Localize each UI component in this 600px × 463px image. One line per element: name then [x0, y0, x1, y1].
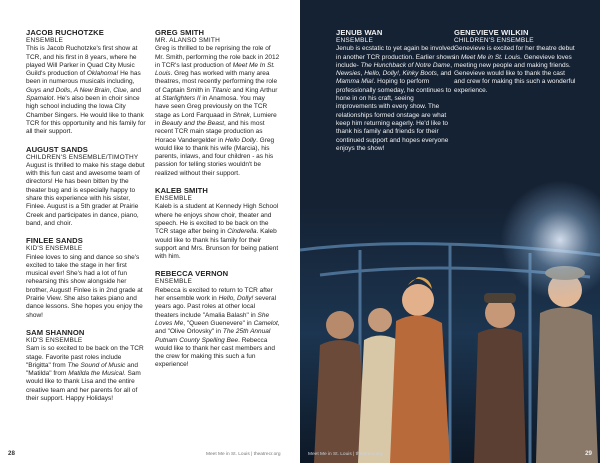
bio-text: Rebecca is excited to return to TCR after her ensemble work in Hello, Dolly! several years ago. Past roles at other local theaters include "Amalia Balash" in She Loves Me, "Queen Guenevere" in Camelot, and "Olive Orlovsky" in The 25th Annual Putnam County Spelling Bee. Rebecca would like to thank her cast members and the crew for making this such a fun experience!	[155, 286, 280, 369]
bio-text: Jenub is ecstatic to yet again be involved in another TCR production. Earlier shows include- The Hunchback of Notre Dame, Newsies, Hello, Dolly!, Kinky Boots, and Mamma Mia!. Hoping to perform professionally someday, he continues to hone in on his craft, seeing improvements with every show. The relationships formed onstage are what keep him returning eagerly. He'd like to thank his family and friends for their continued support and hopes everyone enjoys the show!	[336, 45, 455, 152]
bio-name: KALEB SMITH	[155, 186, 208, 196]
bio-name: FINLEE SANDS	[26, 236, 83, 246]
footer-right: Meet Me in St. Louis | theatrecr.org	[308, 452, 383, 457]
page-number-left: 28	[8, 450, 15, 457]
bio-role: ENSEMBLE	[336, 37, 374, 44]
bio-finlee-sands	[26, 236, 148, 320]
footer-left: Meet Me in St. Louis | theatrecr.org	[206, 452, 281, 457]
bio-role: MR. ALANSO SMITH	[155, 37, 220, 44]
bio-text: Sam is so excited to be back on the TCR stage. Favorite past roles include "Brigitta" from The Sound of Music and "Matilda" from Matilda the Musical. Sam would like to thank Lisa and the entire creative team and her parents for all of their support. Happy Holidays!	[26, 345, 144, 402]
bio-role: KID'S ENSEMBLE	[26, 336, 83, 344]
bio-jacob-ruchotzke	[26, 28, 148, 137]
bio-name: AUGUST SANDS	[26, 144, 88, 154]
right-column-2	[454, 28, 576, 103]
bio-text: Finlee loves to sing and dance so she's excited to take the stage in her first musical ever! She's had a lot of fun rehearsing this show alongside her brother, August! Finlee is in 2nd grade at Prairie View. She also takes piano and dance lessons. She hopes you enjoy the show!	[26, 253, 143, 319]
bio-greg-smith	[155, 28, 280, 178]
left-column-2	[155, 28, 280, 378]
bio-name: REBECCA VERNON	[155, 269, 229, 279]
bio-name: SAM SHANNON	[26, 327, 85, 337]
bio-role: CHILDREN'S ENSEMBLE/TIMOTHY	[26, 153, 139, 161]
bio-kaleb-smith	[155, 186, 280, 261]
bio-role: ENSEMBLE	[26, 37, 64, 44]
left-column-1	[26, 28, 148, 411]
bio-role: CHILDREN'S ENSEMBLE	[454, 37, 534, 44]
bio-sam-shannon	[26, 328, 148, 403]
bio-text: This is Jacob Ruchotzke's first show at TCR, and his first in 8 years, where he played Will Parker in Quad City Music Guild's production of Oklahoma! He has been in numerous musicals including, Guys and Dolls, A New Brain, Clue, and Spamalot. He's also been in choir since high school including the Iowa City Chamber Singers. He would like to thank TCR for this opportunity and his family for all their support.	[26, 45, 146, 136]
bio-name: JENUB WAN	[336, 28, 383, 37]
bio-text: August is thrilled to make his stage debut with this fun cast and awesome team of directors! He has been bitten by the theater bug and is especially happy to share this experience with his sister, Finlee. August is a 5th grader at Prairie Creek and participates in dance, piano, band, and choir.	[26, 161, 145, 227]
page-number-right: 29	[585, 450, 592, 457]
bio-text: Genevieve is excited for her theatre debut in Meet Me in St. Louis. Genevieve loves meeting new people and making friends. Genevieve would like to thank the cast and crew for making this such a wonderful experience.	[454, 45, 576, 94]
bio-role: KID'S ENSEMBLE	[26, 245, 83, 253]
bio-rebecca-vernon	[155, 269, 280, 369]
bio-genevieve-wilkin	[454, 28, 576, 95]
bio-august-sands	[26, 145, 148, 229]
bio-role: ENSEMBLE	[155, 278, 193, 286]
bio-text: Kaleb is a student at Kennedy High School where he enjoys show choir, theater and speech. He is excited to be back on the TCR stage after being in Cinderella. Kaleb would like to thank his family for their support and Mrs. Brunson for being patient with him.	[155, 203, 279, 261]
bio-name: JACOB RUCHOTZKE	[26, 28, 104, 37]
right-page	[300, 0, 600, 463]
bio-role: ENSEMBLE	[155, 195, 193, 203]
bio-jenub-wan	[336, 28, 456, 153]
bio-name: GENEVIEVE WILKIN	[454, 28, 529, 37]
bio-name: GREG SMITH	[155, 28, 205, 37]
right-column-1	[336, 28, 456, 161]
bio-text: Greg is thrilled to be reprising the role of Mr. Smith, performing the role back in 2012 in TCR's last production of Meet Me In St. Louis. Greg has worked with many area theatres, most recently performing the role of Captain Smith in Titanic and King Arthur at Starlighters II in Anamosa. You may have seen Greg previously on the TCR stage as Lord Farquaad in Shrek, Lumiere in Beauty and the Beast, and his most recent TCR main stage production as Horace Vandergelder in Hello Dolly. Greg would like to thank his wife (Marcia), his parents, inlaws, and four children - as his passion for telling stories wouldn't be realized without their support.	[155, 45, 280, 177]
